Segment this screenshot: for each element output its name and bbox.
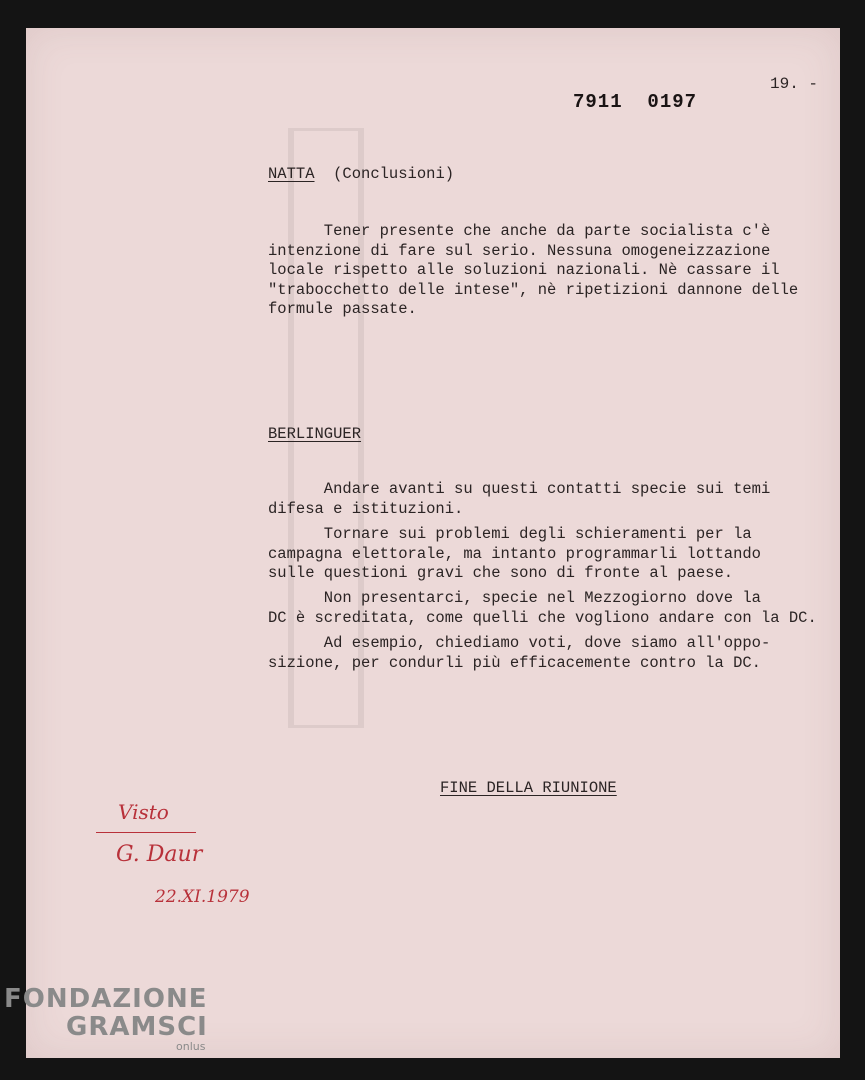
paragraph-line: sulle questioni gravi che sono di fronte al paese.: [268, 564, 734, 582]
handwritten-signature: G. Daur: [116, 842, 203, 867]
paragraph-line: campagna elettorale, ma intanto programmarli lottando: [268, 544, 761, 563]
berlinguer-paragraph-3: [268, 589, 828, 628]
paragraph-line: intenzione di fare sul serio. Nessuna omogeneizzazione: [268, 241, 771, 260]
speaker-heading-natta: [268, 164, 454, 185]
logo-line-1: FONDAZIONE: [4, 984, 208, 1014]
handwritten-visto: Visto: [118, 800, 169, 824]
handwritten-date: 22.XI.1979: [155, 887, 250, 907]
page-number: 19. -: [770, 75, 819, 93]
berlinguer-paragraph-4: [268, 634, 828, 673]
archive-number: 7911 0197: [573, 91, 698, 113]
speaker-heading-berlinguer: BERLINGUER: [268, 425, 362, 443]
paragraph-line: Ad esempio, chiediamo voti, dove siamo all'oppo-: [268, 634, 771, 652]
logo-line-3: onlus: [176, 1040, 206, 1053]
speaker-name: NATTA: [268, 165, 315, 183]
natta-paragraph: [268, 222, 828, 320]
berlinguer-paragraph-2: [268, 525, 828, 584]
fondazione-gramsci-logo: [4, 985, 208, 1053]
logo-line-2: GRAMSCI: [66, 1012, 208, 1042]
paragraph-line: Tener presente che anche da parte socialista c'è: [268, 222, 771, 240]
paragraph-line: sizione, per condurli più efficacemente contro la DC.: [268, 653, 761, 672]
paragraph-line: locale rispetto alle soluzioni nazionali. Nè cassare il: [268, 261, 780, 279]
paragraph-line: Tornare sui problemi degli schieramenti per la: [268, 525, 752, 543]
handwritten-underline: [96, 832, 196, 833]
paragraph-line: Non presentarci, specie nel Mezzogiorno dove la: [268, 589, 761, 607]
paragraph-line: formule passate.: [268, 300, 417, 318]
paragraph-line: "trabocchetto delle intese", nè ripetizioni dannone delle: [268, 280, 799, 299]
speaker-note: (Conclusioni): [333, 165, 455, 183]
paragraph-line: difesa e istituzioni.: [268, 499, 464, 518]
closing-line: FINE DELLA RIUNIONE: [440, 779, 617, 797]
berlinguer-paragraph-1: [268, 480, 828, 519]
paragraph-line: DC è screditata, come quelli che vogliono andare con la DC.: [268, 608, 817, 627]
paragraph-line: Andare avanti su questi contatti specie sui temi: [268, 480, 771, 498]
